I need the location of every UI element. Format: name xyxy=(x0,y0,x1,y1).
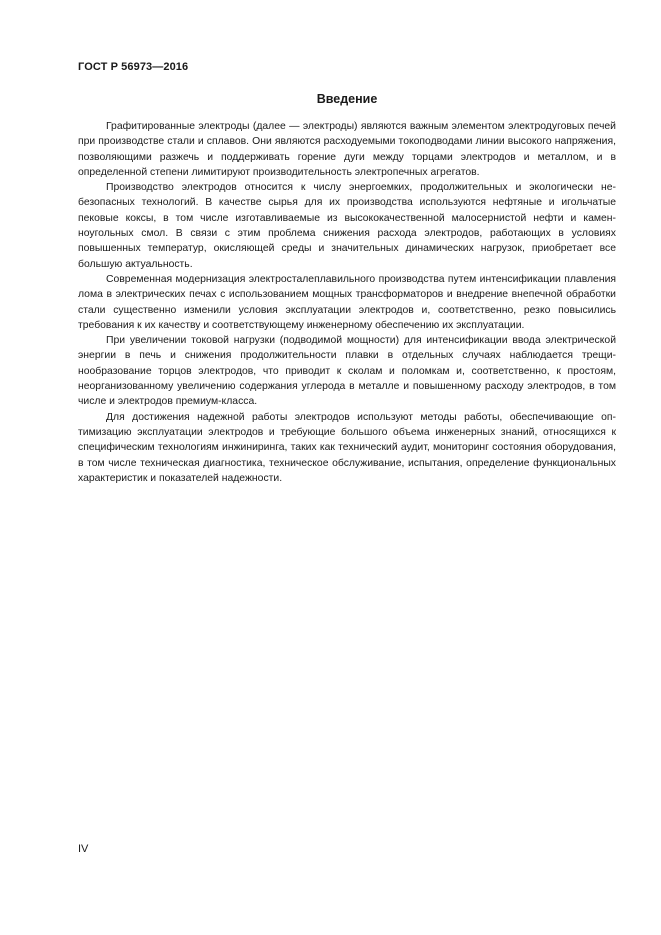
paragraph: Для достижения надежной работы электродов используют методы работы, обеспечивающие оптимизацию эксплуатации электродов и требующие большого объема инженерных знаний, относящихся к специфическим технологиям инжиниринга, таких как технический аудит, мониторинг состояния оборудования, в том числе техническая диагностика, техническое обслуживание, испытания, определение функциональных характеристик и показателей надежности. xyxy=(78,411,616,484)
page-number: IV xyxy=(78,843,89,855)
paragraph: Производство электродов относится к числу энергоемких, продолжительных и экологически небезопасных технологий. В качестве сырья для их производства используются нефтяные и игольчатые пековые коксы, в том числе изготавливаемые из высококачественной малосернистой нефти и каменноугольных смол. В связи с этим проблема снижения расхода электродов, работающих в условиях повышенных температур, окисляющей среды и значительных динамических нагрузок, приобретает все большую актуальность. xyxy=(78,182,616,270)
document-header-code: ГОСТ Р 56973—2016 xyxy=(78,61,189,73)
section-title: Введение xyxy=(316,92,378,106)
paragraph: При увеличении токовой нагрузки (подводимой мощности) для интенсификации ввода электрической энергии в печь и снижения продолжительности плавки в отдельных случаях наблюдается трещинообразование торцов электродов, что приводит к сколам и поломкам и, соответственно, к простоям, неорганизованному увеличению содержания углерода в металле и повышенному расходу электродов, в том числе и электродов премиум-класса. xyxy=(78,335,616,408)
paragraph: Графитированные электроды (далее — электроды) являются важным элементом электродуговых печей при производстве стали и сплавов. Они являются расходуемыми токоподводами линии высокого напряжения, позволяющими разжечь и поддерживать горение дуги между торцами электродов и металлом, и в определенной степени лимитируют производительность электропечных агрегатов. xyxy=(78,121,616,178)
introduction-body xyxy=(78,119,616,486)
paragraph: Современная модернизация электросталеплавильного производства путем интенсификации плавления лома в электрических печах с использованием мощных трансформаторов и внедрение внепечной обработки стали существенно изменили условия эксплуатации электродов и, соответственно, резко повысились требования к их качеству и соответствующему инженерному обеспечению их эксплуатации. xyxy=(78,273,616,331)
